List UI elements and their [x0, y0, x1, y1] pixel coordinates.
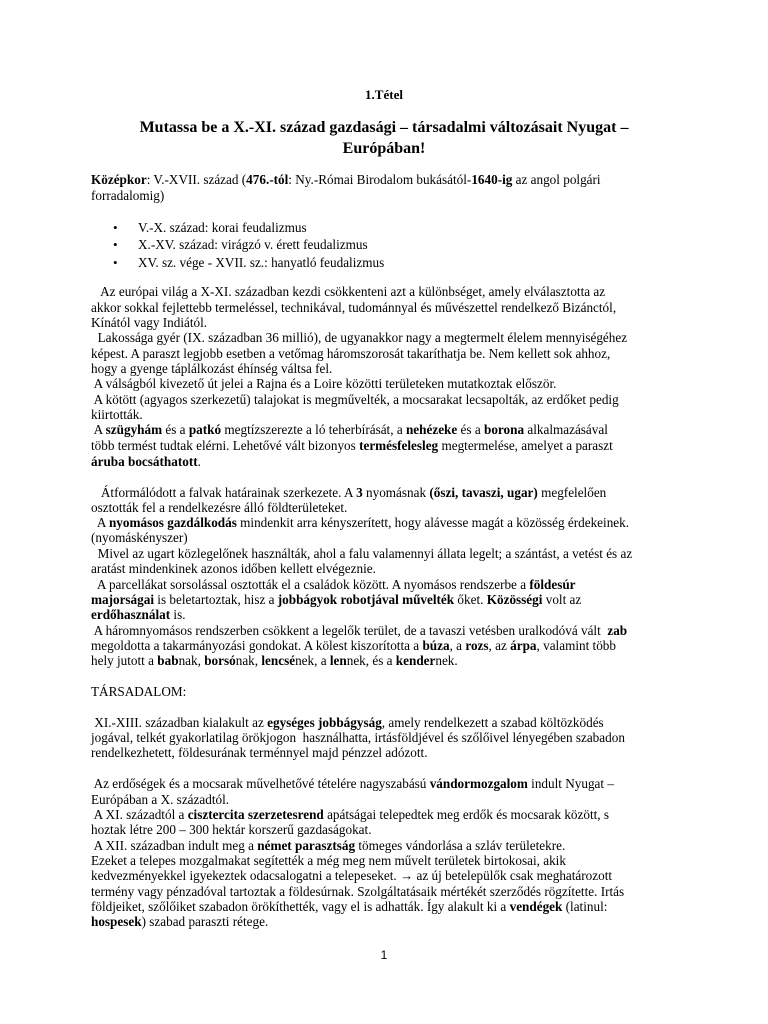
body-line	[91, 300, 616, 315]
bold-term: egységes jobbágyság	[267, 715, 382, 730]
body-line	[91, 315, 207, 330]
text-run: nek, a	[295, 653, 330, 668]
text-run: hogy a gyenge táplálkozást éhínség váltsa fel.	[91, 361, 333, 376]
text-run: Európában a X. századtól.	[91, 792, 230, 807]
text-run: Ezeket a telepes mozgalmakat segítették a még meg nem művelt területek birtokosai, akik	[91, 853, 566, 868]
text-run: Az európai világ a X-XI. században kezdi csökkenteni azt a különbséget, amely elválasztotta az	[91, 284, 606, 299]
text-run: és a	[162, 422, 189, 437]
text-run: tömeges vándorlása a szláv területekre.	[355, 838, 566, 853]
body-line	[91, 715, 604, 730]
text-run: : V.-XVII. század (	[146, 172, 247, 187]
text-run: volt az	[542, 592, 582, 607]
bullet-icon: •	[113, 237, 118, 252]
bold-term: termésfelesleg	[359, 438, 439, 453]
bullet-item: V.-X. század: korai feudalizmus	[138, 220, 307, 235]
bold-term: 476.-tól	[246, 172, 289, 187]
text-run: A kötött (agyagos szerkezetű) talajokat is megművelték, a mocsarakat lecsapolták, az erdőket pedig	[91, 392, 619, 407]
text-run: nyomásnak	[362, 485, 430, 500]
body-line	[91, 776, 614, 791]
text-run: Kínától vagy Indiától.	[91, 315, 208, 330]
text-run: és a	[457, 422, 484, 437]
text-run: nak,	[178, 653, 205, 668]
document-title-line-2: Európában!	[342, 140, 426, 157]
text-run: több termést tudtak elérni. Lehetővé vált bizonyos	[91, 438, 360, 453]
text-run: rendelkezhetett, földesurának terménnyel majd pénzzel adózott.	[91, 745, 428, 760]
body-line	[91, 730, 625, 745]
text-run: osztották fel a rendelkezésre álló földterületeket.	[91, 500, 348, 515]
bold-term: zab	[607, 623, 628, 638]
text-run: apátságai telepedtek meg erdők és mocsarak között, s	[323, 807, 610, 822]
bold-term: Közösségi	[486, 592, 543, 607]
text-run: indult Nyugat –	[527, 776, 614, 791]
text-run: (nyomáskényszer)	[91, 530, 188, 545]
text-run: jogával, telkét gyakorlatilag örökjogon használhatta, irtásföldjével és szőlőivel lényegében szabadon	[91, 730, 625, 745]
text-run: A	[91, 422, 106, 437]
body-line	[91, 376, 556, 391]
body-line	[91, 284, 605, 299]
text-run: : Ny.-Római Birodalom bukásától-	[288, 172, 472, 187]
text-run: őket.	[454, 592, 487, 607]
text-run: is beletartoztak, hisz a	[154, 592, 278, 607]
body-line	[91, 623, 627, 638]
body-line	[91, 838, 565, 853]
bold-term: borona	[483, 422, 525, 437]
body-line	[91, 868, 612, 883]
text-run: ) szabad paraszti rétege.	[141, 914, 269, 929]
body-line	[91, 914, 268, 929]
text-run: A háromnyomásos rendszerben csökkent a legelők terület, de a tavaszi vetésben uralkodóvá vált	[91, 623, 608, 638]
text-run: kiirtották.	[91, 407, 143, 422]
bold-term: árpa	[510, 638, 537, 653]
bold-term: bab	[157, 653, 179, 668]
text-run: hely jutott a	[91, 653, 158, 668]
text-run: termény vagy pénzadóval tartoztak a földesúrnak. Szolgáltatásaik mértékét szerződés rögzítette. Irtás	[91, 884, 625, 899]
bold-term: 1640-ig	[471, 172, 513, 187]
bold-term: len	[329, 653, 347, 668]
body-line	[91, 330, 627, 345]
bold-term: erdőhasználat	[91, 607, 171, 622]
body-line	[91, 361, 332, 376]
body-line	[91, 822, 372, 837]
bold-term: hospesek	[91, 914, 142, 929]
text-run: A	[91, 515, 109, 530]
bold-term: 3	[356, 485, 363, 500]
bold-term: rozs	[465, 638, 489, 653]
body-line	[91, 807, 609, 822]
body-line	[91, 745, 428, 760]
bold-term: cisztercita szerzetesrend	[187, 807, 324, 822]
text-run: megoldotta a takarmányozási gondokat. A kölest kiszorította a	[91, 638, 423, 653]
section-heading	[91, 684, 186, 699]
text-run: az angol polgári	[512, 172, 601, 187]
bullet-icon: •	[113, 255, 118, 270]
bold-term: német parasztság	[257, 838, 356, 853]
text-run: , amely rendelkezett a szabad költözködés	[381, 715, 604, 730]
text-run: TÁRSADALOM:	[91, 684, 187, 699]
body-line	[91, 592, 581, 607]
body-line	[91, 422, 608, 437]
text-run: , valamint több	[536, 638, 616, 653]
bullet-item: X.-XV. század: virágzó v. érett feudalizmus	[138, 237, 368, 252]
bold-term: jobbágyok robotjával művelték	[277, 592, 455, 607]
body-line	[91, 577, 576, 592]
text-run: A válságból kivezető út jelei a Rajna és a Loire közötti területeken mutatkoztak először.	[91, 376, 557, 391]
text-run: alkalmazásával	[524, 422, 608, 437]
bold-term: vándormozgalom	[429, 776, 528, 791]
body-line	[91, 607, 186, 622]
intro-line	[91, 188, 164, 203]
text-run: megfelelően	[537, 485, 607, 500]
text-run: nak,	[235, 653, 262, 668]
bold-term: lencsé	[261, 653, 296, 668]
bold-term: földesúr	[529, 577, 576, 592]
body-line	[91, 500, 347, 515]
bullet-item: XV. sz. vége - XVII. sz.: hanyatló feudalizmus	[138, 255, 385, 270]
text-run: akkor sokkal fejlettebb termeléssel, technikával, tudománnyal és művészettel rendelkező Bizánctól,	[91, 300, 617, 315]
body-line	[91, 346, 610, 361]
page-number: 1	[380, 948, 388, 962]
body-line	[91, 407, 143, 422]
bold-term: áruba bocsáthatott	[91, 454, 198, 469]
bold-term: búza	[422, 638, 450, 653]
text-run: forradalomig)	[91, 188, 165, 203]
body-line	[91, 561, 376, 576]
body-line	[91, 515, 629, 530]
text-run: mindenkit arra kényszerített, hogy alávesse magát a közösség érdekeinek.	[236, 515, 630, 530]
text-run: is.	[170, 607, 186, 622]
body-line	[91, 899, 607, 914]
text-run: nek.	[435, 653, 458, 668]
intro-line	[91, 172, 601, 187]
body-line	[91, 884, 624, 899]
text-run: megtermelése, amelyet a paraszt	[438, 438, 613, 453]
body-line	[91, 438, 613, 453]
body-line	[91, 792, 229, 807]
bold-term: patkó	[188, 422, 222, 437]
body-line	[91, 638, 616, 653]
text-run: megtízszerezte a ló teherbírását, a	[221, 422, 406, 437]
document-number: 1.Tétel	[365, 87, 403, 102]
text-run: Az erdőségek és a mocsarak művelhetővé tételére nagyszabású	[91, 776, 430, 791]
document-title-line-1: Mutassa be a X.-XI. század gazdasági – társadalmi változásait Nyugat –	[139, 119, 629, 136]
bold-term: majorságai	[91, 592, 154, 607]
body-line	[91, 485, 606, 500]
body-line	[91, 454, 201, 469]
bold-term: nyomásos gazdálkodás	[108, 515, 237, 530]
bullet-icon: •	[113, 220, 118, 235]
bold-term: (őszi, tavaszi, ugar)	[429, 485, 538, 500]
text-run: Átformálódott a falvak határainak szerkezete. A	[91, 485, 357, 500]
text-run: földjeiket, szőlőiket szabadon örökíthették, vagy el is adhatták. Így alakult ki a	[91, 899, 510, 914]
text-run: Mivel az ugart közlegelőnek használták, ahol a falu valamennyi állata legelt; a szántást, a vetést és az	[91, 546, 633, 561]
text-run: , az	[488, 638, 511, 653]
body-line	[91, 546, 632, 561]
text-run: (latinul:	[562, 899, 608, 914]
body-line	[91, 853, 566, 868]
bold-term: borsó	[204, 653, 236, 668]
bold-term: kender	[395, 653, 436, 668]
text-run: kedvezményekkel igyekeztek odacsalogatni a telepeseket. → az új betelepülők csak meghatározott	[91, 868, 613, 883]
text-run: képest. A paraszt legjobb esetben a vetőmag háromszorosát takaríthatja be. Nem kellett sok ahhoz,	[91, 346, 611, 361]
bold-term: nehézeke	[405, 422, 458, 437]
text-run: .	[197, 454, 201, 469]
text-run: A XII. században indult meg a	[91, 838, 258, 853]
text-run: Lakossága gyér (IX. században 36 millió), de ugyanakkor nagy a megtermelt élelem mennyiségéhez	[91, 330, 628, 345]
bold-term: vendégek	[509, 899, 563, 914]
text-run: XI.-XIII. században kialakult az	[91, 715, 268, 730]
text-run: aratást mindenkinek azonos időben kellett elvégeznie.	[91, 561, 376, 576]
text-run: nek, és a	[346, 653, 396, 668]
text-run: A XI. századtól a	[91, 807, 188, 822]
text-run: , a	[449, 638, 466, 653]
text-run: A parcellákat sorsolással osztották el a családok között. A nyomásos rendszerbe a	[91, 577, 530, 592]
text-run: hoztak létre 200 – 300 hektár korszerű gazdaságokat.	[91, 822, 372, 837]
bold-term: Középkor	[91, 172, 147, 187]
body-line	[91, 530, 188, 545]
bold-term: szügyhám	[105, 422, 163, 437]
body-line	[91, 653, 458, 668]
body-line	[91, 392, 619, 407]
